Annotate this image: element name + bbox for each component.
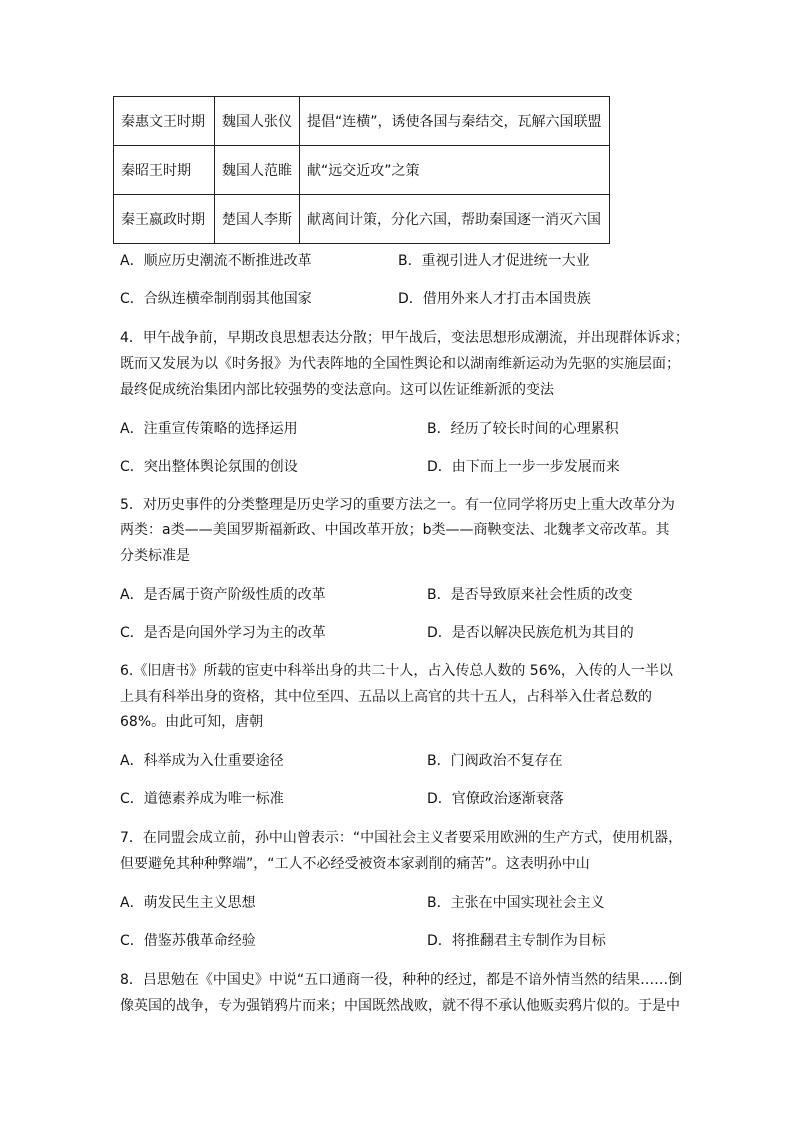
table-cell: 提倡“连横”，诱使各国与秦结交，瓦解六国联盟	[300, 97, 610, 146]
q5-stem-line: 两类：a类——美国罗斯福新政、中国改革开放；b类——商鞅变法、北魏孝文帝改革。其	[120, 522, 670, 538]
q6-stem-line: 6.《旧唐书》所载的宦吏中科举出身的共二十人，占入传总人数的 56%，入传的人一半以	[120, 663, 673, 679]
q5-option-a: A．是否属于资产阶级性质的改革	[120, 587, 326, 603]
q6-option-b: B．门阀政治不复存在	[427, 753, 563, 769]
q4-option-d: D．由下而上一步一步发展而来	[427, 459, 620, 475]
table-cell: 楚国人李斯	[215, 195, 300, 244]
q7-option-a: A．萌发民生主义思想	[120, 895, 256, 911]
table-cell: 秦昭王时期	[114, 146, 215, 195]
table-cell: 魏国人范睢	[215, 146, 300, 195]
q5-option-d: D．是否以解决民族危机为其目的	[427, 625, 634, 641]
table-row	[114, 146, 610, 195]
q4-option-a: A．注重宣传策略的选择运用	[120, 421, 298, 437]
q5-option-b: B．是否导致原来社会性质的改变	[427, 587, 633, 603]
q6-stem-line: 上具有科举出身的资格，其中位至四、五品以上高官的共十五人，占科举入仕者总数的	[120, 689, 652, 705]
history-figures-table	[113, 96, 610, 244]
q7-stem-line: 但要避免其种种弊端”，“工人不必经受被资本家剥削的痛苦”。这表明孙中山	[120, 856, 590, 872]
q3-option-c: C．合纵连横牵制削弱其他国家	[120, 291, 312, 307]
table-row	[114, 195, 610, 244]
q7-option-d: D．将推翻君主专制作为目标	[427, 933, 606, 949]
q6-option-a: A．科举成为入仕重要途径	[120, 753, 284, 769]
q7-option-b: B．主张在中国实现社会主义	[427, 895, 605, 911]
q5-stem-line: 分类标准是	[120, 548, 190, 564]
q7-stem-line: 7．在同盟会成立前，孙中山曾表示：“中国社会主义者要采用欧洲的生产方式，使用机器，	[120, 830, 683, 846]
q3-option-b: B．重视引进人才促进统一大业	[398, 253, 590, 269]
table-cell: 献“远交近攻”之策	[300, 146, 610, 195]
table-cell: 献离间计策，分化六国，帮助秦国逐一消灭六国	[300, 195, 610, 244]
q5-stem-line: 5．对历史事件的分类整理是历史学习的重要方法之一。有一位同学将历史上重大改革分为	[120, 497, 675, 513]
q4-stem-line: 既而又发展为以《时务报》为代表阵地的全国性舆论和以湖南维新运动为先驱的实施层面；	[120, 356, 680, 372]
q8-stem-line: 像英国的战争，专为强销鸦片而来；中国既然战败，就不得不承认他贩卖鸦片似的。于是中	[120, 998, 680, 1014]
q6-stem-line: 68%。由此可知，唐朝	[120, 714, 264, 730]
table-cell: 秦惠文王时期	[114, 97, 215, 146]
q5-option-c: C．是否是向国外学习为主的改革	[120, 625, 326, 641]
q4-option-c: C．突出整体舆论氛围的创设	[120, 459, 298, 475]
table-cell: 魏国人张仪	[215, 97, 300, 146]
q3-option-d: D．借用外来人才打击本国贵族	[398, 291, 591, 307]
q8-stem-line: 8．吕思勉在《中国史》中说“五口通商一役，种种的经过，都是不谙外情当然的结果……倒	[120, 972, 683, 988]
table-cell: 秦王嬴政时期	[114, 195, 215, 244]
q4-option-b: B．经历了较长时间的心理累积	[427, 421, 619, 437]
q4-stem-line: 4．甲午战争前，早期改良思想表达分散；甲午战后，变法思想形成潮流，并出现群体诉求；	[120, 330, 689, 346]
q6-option-d: D．官僚政治逐渐衰落	[427, 791, 564, 807]
q6-option-c: C．道德素养成为唯一标准	[120, 791, 284, 807]
q3-option-a: A．顺应历史潮流不断推进改革	[120, 253, 312, 269]
q7-option-c: C．借鉴苏俄革命经验	[120, 933, 256, 949]
q4-stem-line: 最终促成统治集团内部比较强势的变法意向。这可以佐证维新派的变法	[120, 382, 554, 398]
table-row	[114, 97, 610, 146]
